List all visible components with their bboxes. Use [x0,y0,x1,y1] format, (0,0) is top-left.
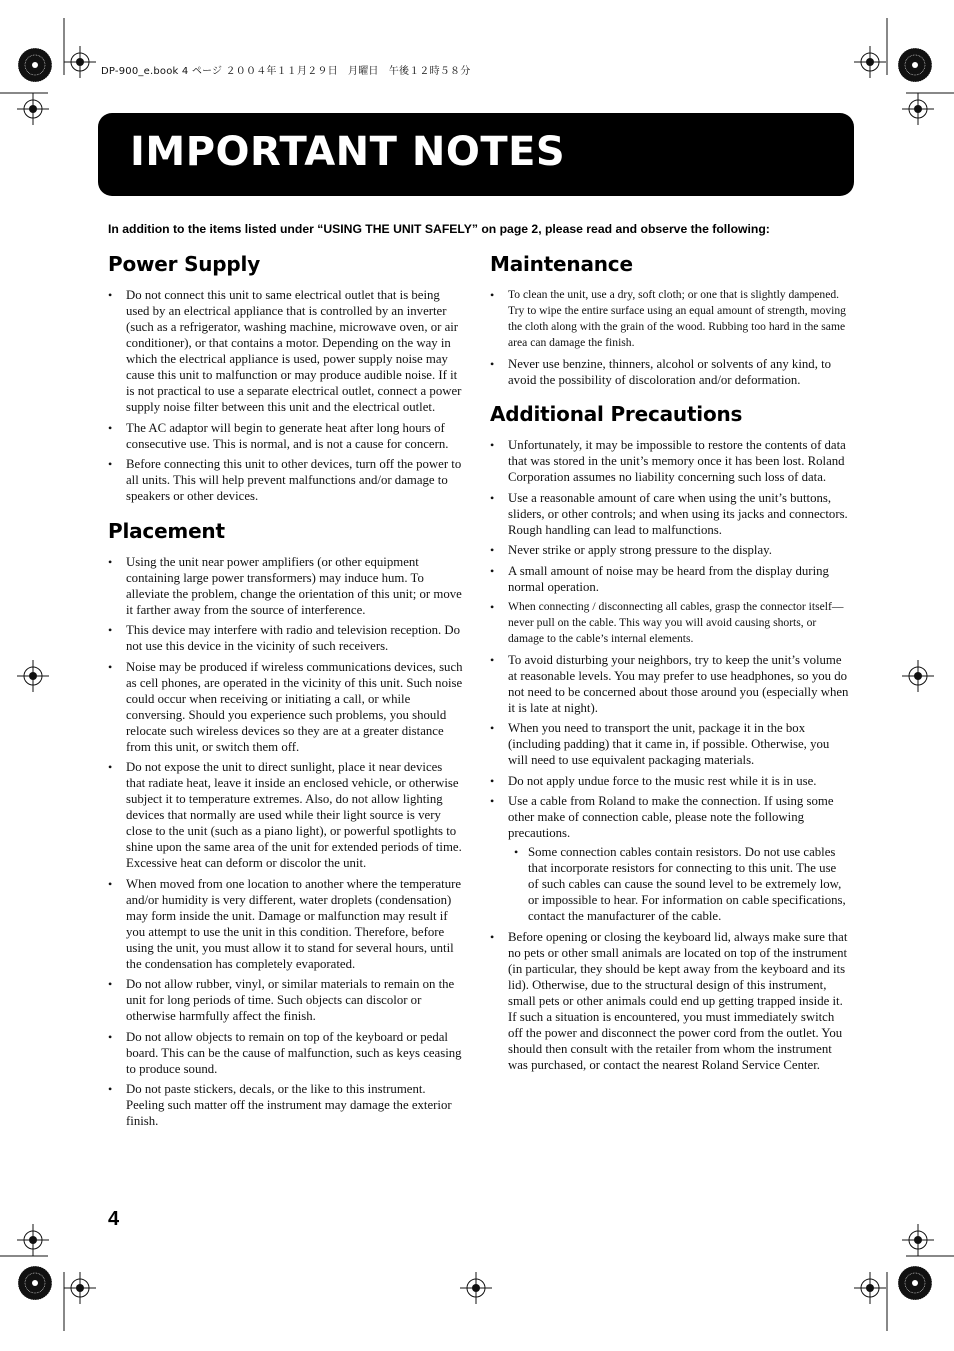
list-item: • Do not apply undue force to the music rest while it is in use. [490,773,850,789]
intro-text: In addition to the items listed under “USING THE UNIT SAFELY” on page 2, please read and observe the following: [108,222,770,236]
list-item [490,793,850,924]
list-item: • When connecting / disconnecting all cables, grasp the connector itself—never pull on the cable. This way you will avoid causing shorts, or damage to the cable’s internal elements. [490,599,850,647]
page-title: IMPORTANT NOTES [130,129,566,175]
list-item: • A small amount of noise may be heard from the display during normal operation. [490,563,850,595]
list-item: • The AC adaptor will begin to generate heat after long hours of consecutive use. This is normal, and is not a cause for concern. [108,420,464,452]
placement-list [108,554,464,1130]
title-banner [98,113,854,196]
list-item: • Before connecting this unit to other devices, turn off the power to all units. This will help prevent malfunctions and/or damage to speakers or other devices. [108,456,464,504]
list-item: • Unfortunately, it may be impossible to restore the contents of data that was stored in the unit’s memory once it has been lost. Roland Corporation assumes no liability concerning such loss of data. [490,437,850,485]
power-supply-list [108,287,464,504]
list-item: • Do not allow rubber, vinyl, or similar materials to remain on the unit for long periods of time. Such objects can discolor or otherwise harmfully affect the finish. [108,976,464,1024]
list-item: • To avoid disturbing your neighbors, try to keep the unit’s volume at reasonable levels. You may prefer to use headphones, so you do not need to be concerned about those around you (especially when it is late at night). [490,652,850,716]
list-item: • To clean the unit, use a dry, soft cloth; or one that is slightly dampened. Try to wipe the entire surface using an equal amount of strength, moving the cloth along with the grain of the wood. Rubbing too hard in the same area can damage the finish. [490,287,850,351]
power-supply-heading: Power Supply [108,252,261,276]
file-info-header: DP-900_e.book 4 ページ ２００４年１１月２９日 月曜日 午後１２時５８分 [101,66,471,77]
right-column [490,250,850,1077]
list-item: • When moved from one location to another where the temperature and/or humidity is very different, water droplets (condensation) may form inside the unit. Damage or malfunction may result if you attempt to use the unit in this condition. Therefore, before using the unit, you must allow it to stand for several hours, until the condensation has completely evaporated. [108,876,464,972]
list-item: • Do not expose the unit to direct sunlight, place it near devices that radiate heat, leave it inside an enclosed vehicle, or otherwise subject it to temperature extremes. Also, do not allow lighting devices that normally are used while their light source is very close to the unit (such as a piano light), or powerful spotlights to shine upon the same area of the unit for extended periods of time. Excessive heat can deform or discolor the unit. [108,759,464,871]
list-item: • Do not paste stickers, decals, or the like to this instrument. Peeling such matter off the instrument may damage the exterior finish. [108,1081,464,1129]
additional-precautions-heading: Additional Precautions [490,402,743,426]
list-item: • When you need to transport the unit, package it in the box (including padding) that it came in, if possible. Otherwise, you will need to use equivalent packaging materials. [490,720,850,768]
list-item: • Do not allow objects to remain on top of the keyboard or pedal board. This can be the cause of malfunction, such as keys ceasing to produce sound. [108,1029,464,1077]
sub-list [508,844,850,924]
maintenance-list [490,287,850,388]
list-item: • Do not connect this unit to same electrical outlet that is being used by an electrical appliance that is controlled by an inverter (such as a refrigerator, washing machine, microwave oven, or air conditioner), or that contains a motor. Depending on the way in which the electrical appliance is used, power supply noise may cause this unit to malfunction or may produce audible noise. If it is not practical to use a separate electrical outlet, connect a power supply noise filter between this unit and the electrical outlet. [108,287,464,415]
additional-precautions-list [490,437,850,1073]
page-number: 4 [108,1208,120,1230]
list-item-text: Use a cable from Roland to make the connection. If using some other make of connection cable, please note the following precautions. [508,794,834,840]
placement-heading: Placement [108,518,225,543]
left-column [108,250,464,1134]
list-item: • Using the unit near power amplifiers (or other equipment containing large power transformers) may induce hum. To alleviate the problem, change the orientation of this unit; or move it farther away from the source of interference. [108,554,464,618]
list-item: • Use a reasonable amount of care when using the unit’s buttons, sliders, or other controls; and when using its jacks and connectors. Rough handling can lead to malfunctions. [490,490,850,538]
sub-list-item: • Some connection cables contain resistors. Do not use cables that incorporate resistors for connecting to this unit. The use of such cables can cause the sound level to be extremely low, or impossible to hear. For information on cable specifications, contact the manufacturer of the cable. [508,844,850,924]
list-item: • Never strike or apply strong pressure to the display. [490,542,850,558]
list-item: • Never use benzine, thinners, alcohol or solvents of any kind, to avoid the possibility of discoloration and/or deformation. [490,356,850,388]
list-item: • Before opening or closing the keyboard lid, always make sure that no pets or other small animals are located on top of the instrument (in particular, they should be kept away from the keyboard and its lid). Otherwise, due to the structural design of this instrument, small pets or other animals could end up getting trapped inside it. If such a situation is encountered, you must immediately switch off the power and disconnect the power cord from the outlet. You should then consult with the retailer from whom the instrument was purchased, or contact the nearest Roland Service Center. [490,929,850,1073]
list-item: • This device may interfere with radio and television reception. Do not use this device in the vicinity of such receivers. [108,622,464,654]
list-item: • Noise may be produced if wireless communications devices, such as cell phones, are operated in the vicinity of this unit. Such noise could occur when receiving or initiating a call, or while conversing. Should you experience such problems, you should relocate such wireless devices so they are at a greater distance from this unit, or switch them off. [108,659,464,755]
maintenance-heading: Maintenance [490,252,633,276]
